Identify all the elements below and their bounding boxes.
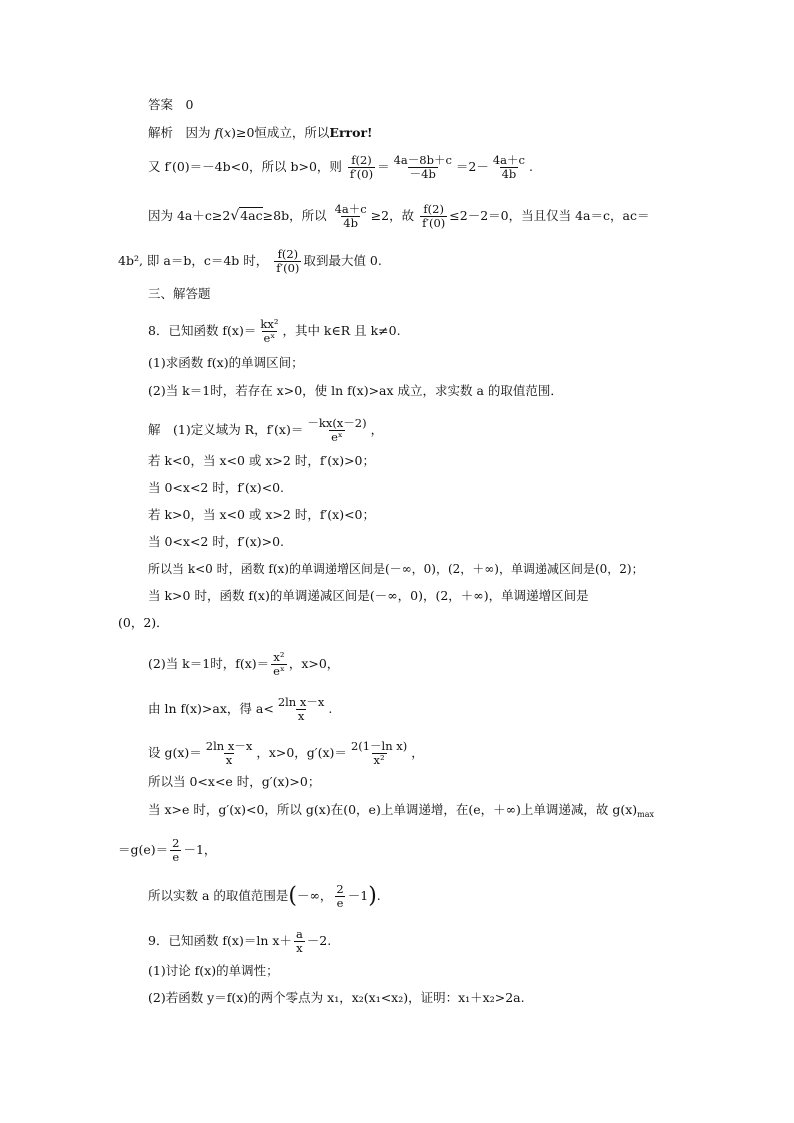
conclusion-line-3: (0，2)． <box>118 615 169 630</box>
problem-9-q1: (1)讨论 f(x)的单调性； <box>148 963 279 978</box>
analysis-line-3: 因为 4a＋c≥2√4ac≥8b，所以 $\frac{4a+c}{4b}$ ≥2，故 $\frac{f(2)}{f'(0)}$ ≤2－2＝0，当且仅当 4a＝c，ac＝ <box>148 202 650 230</box>
fraction: $\frac{f(2)}{f'(0)}$ <box>422 202 446 230</box>
g-line-2: 当 x>e 时，g′(x)<0，所以 g(x)在(0，e)上单调递增，在(e，＋∞)上单调递减，故 $g(x)_{max}$ <box>148 802 655 819</box>
analysis-line-2: 又 f′(0)＝－4b<0，所以 b>0，则 $\frac{f(2)}{f'(0)}$ ＝ $\frac{4a-8b+c}{-4b}$ ＝2－ $\frac{4a+c}{4b}$ . <box>148 153 533 181</box>
fraction: $\frac{f(2)}{f'(0)}$ <box>349 153 374 181</box>
case-line-4: 当 0<x<2 时，f′(x)>0. <box>148 534 285 549</box>
answer-line: 答案 0 <box>148 97 194 112</box>
problem-8-solution-start: 解 (1)定义域为 R，f′(x)＝ $\frac{-kx(x-2)}{\text{eˣ}}$ ， <box>148 416 384 444</box>
conclusion-line-2: 当 k>0 时，函数 f(x)的单调递减区间是(－∞，0)，(2，＋∞)，单调递增区间是 <box>148 588 589 603</box>
fraction: $\frac{a}{x}$ <box>295 927 303 955</box>
case-line-1: 若 k<0，当 x<0 或 x>2 时，f′(x)>0； <box>148 453 376 468</box>
problem-8-q1: (1)求函数 f(x)的单调区间； <box>148 355 304 370</box>
fraction: $\frac{4a+c}{4b}$ <box>334 202 367 230</box>
fraction: $\frac{-kx(x-2)}{\text{eˣ}}$ <box>307 416 367 444</box>
fraction: $\frac{\text{2ln x－x}}{x}$ <box>277 695 325 723</box>
g-definition: 设 g(x)＝ $\frac{\text{2ln x－x}}{x}$ ，x>0，g′(x)＝ $\frac{\text{2(1－ln x)}}{\text{x²}}$ ， <box>148 739 424 767</box>
g-line-1: 所以当 0<x<e 时，g′(x)>0； <box>148 774 321 789</box>
fraction: $\frac{4a+c}{4b}$ <box>492 153 525 181</box>
part-2-start: (2)当 k＝1时，f(x)＝ $\frac{\text{x²}}{\text{eˣ}}$ ，x>0， <box>148 650 340 678</box>
fraction: $\frac{\text{x²}}{\text{eˣ}}$ <box>273 650 285 678</box>
fraction: $\frac{\text{kx²}}{\text{eˣ}}$ <box>260 317 279 345</box>
fraction: $\frac{2}{e}$ <box>172 836 180 864</box>
analysis-line: 解析 因为 f(x)≥0恒成立，所以Error! <box>148 125 373 140</box>
case-line-2: 当 0<x<2 时，f′(x)<0. <box>148 480 285 495</box>
problem-8-q2: (2)当 k＝1时，若存在 x>0，使 ln f(x)>ax 成立，求实数 a 的取值范围． <box>148 383 563 398</box>
fraction: $\frac{f(2)}{f'(0)}$ <box>276 247 300 275</box>
analysis-line-4: 4b², 即 a＝b，c＝4b 时， $\frac{f(2)}{f'(0)}$ 取到最大值 0. <box>118 247 382 275</box>
fraction: $\frac{\text{2(1－ln x)}}{\text{x²}}$ <box>350 739 408 767</box>
fraction: $\frac{\text{2ln x－x}}{x}$ <box>205 739 253 767</box>
fraction: $\frac{2}{e}$ <box>336 882 344 910</box>
range-result: 所以实数 a 的取值范围是(－∞， $\frac{2}{e}$ －1). <box>148 882 381 910</box>
problem-8-stem: 8．已知函数 f(x)＝ $\frac{\text{kx²}}{\text{eˣ}}$ ，其中 k∈R 且 k≠0. <box>148 317 401 345</box>
problem-9-q2: (2)若函数 y＝f(x)的两个零点为 x₁，x₂(x₁<x₂)，证明：x₁＋x₂>2a. <box>148 990 525 1005</box>
part-2-inequality: 由 ln f(x)>ax，得 a< $\frac{\text{2ln x－x}}{x}$ . <box>148 695 333 723</box>
fraction: $\frac{4a-8b+c}{-4b}$ <box>393 153 452 181</box>
conclusion-line-1: 所以当 k<0 时，函数 f(x)的单调递增区间是(－∞，0)，(2，＋∞)，单调递减区间是(0，2)； <box>148 562 644 576</box>
section-heading: 三、解答题 <box>148 286 211 301</box>
g-max-value: ＝g(e)＝ $\frac{2}{e}$ －1， <box>118 836 217 864</box>
case-line-3: 若 k>0，当 x<0 或 x>2 时，f′(x)<0； <box>148 507 376 522</box>
problem-9-stem: 9．已知函数 f(x)＝ln x＋ $\frac{a}{x}$ －2. <box>148 927 332 955</box>
